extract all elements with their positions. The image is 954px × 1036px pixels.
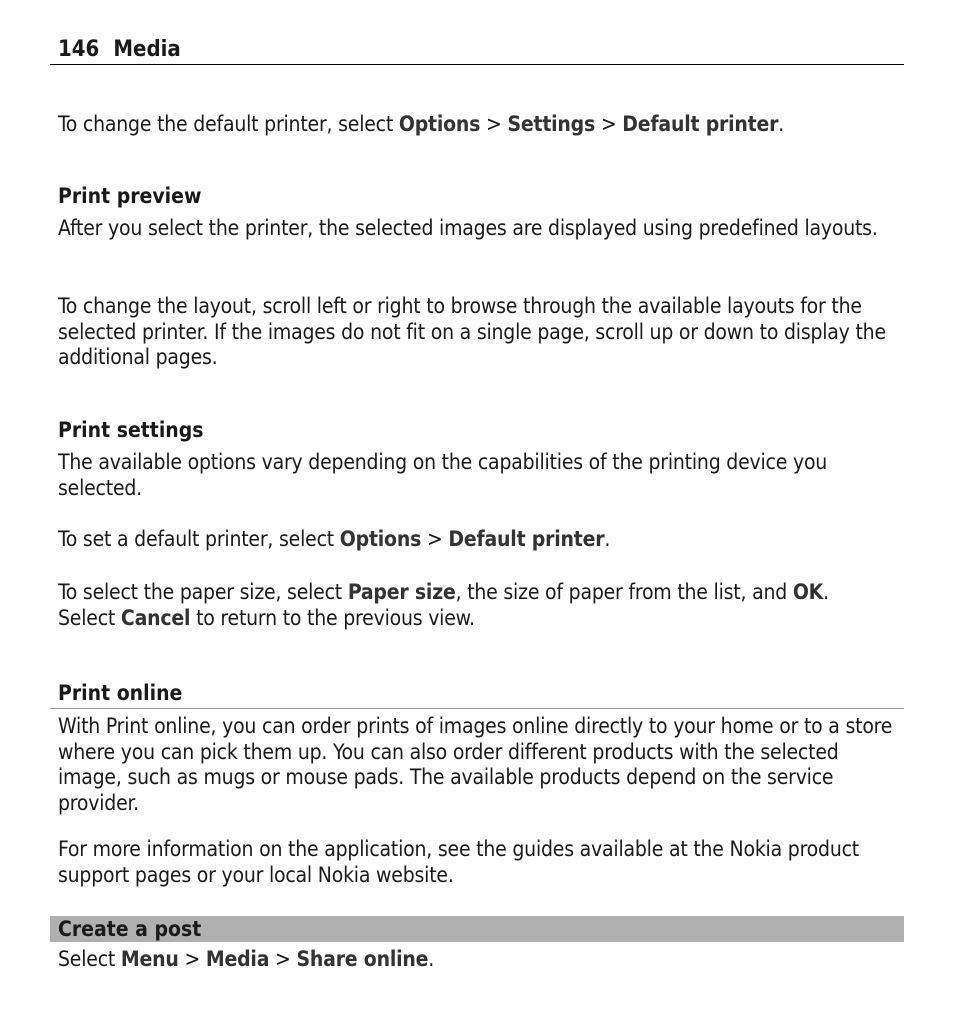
page-header [50, 36, 904, 65]
create-post-end: . [428, 947, 435, 971]
intro-sep1: > [480, 112, 508, 136]
select-word: Select [58, 605, 121, 630]
print-online-heading: Print online [58, 681, 183, 705]
create-post-heading: Create a post [58, 917, 202, 941]
paper-size-paragraph [58, 580, 904, 631]
print-preview-heading: Print preview [58, 184, 202, 208]
paper-mid: , the size of paper from the list, and [455, 580, 793, 604]
create-post-header-bar [50, 916, 904, 942]
create-post-sep2: > [269, 947, 297, 971]
options-menu-ref-2: Options [339, 527, 422, 551]
intro-sep2: > [595, 112, 623, 136]
intro-end: . [778, 112, 785, 136]
cancel-after: to return to the previous view. [190, 605, 475, 630]
print-online-para2: For more information on the application, see the guides available at the Nokia product support pages or your local Nokia website. [58, 837, 860, 887]
print-settings-heading: Print settings [58, 418, 204, 442]
ok-ref: OK [792, 580, 824, 604]
print-online-para1: With Print online, you can order prints of images online directly to your home or to a store where you can pick them up. You can also order different products with the selected image, such as mugs or mouse pads. The available products depend on the service provider. [58, 714, 893, 815]
options-menu-ref: Options [398, 112, 481, 136]
share-online-ref: Share online [296, 947, 429, 971]
settings-menu-ref: Settings [507, 112, 596, 136]
print-preview-para2: To change the layout, scroll left or right to browse through the available layouts for the selected printer. If the images do not fit on a single page, scroll up or down to display the additional pages. [58, 294, 886, 369]
default-text: To set a default printer, select [58, 527, 340, 551]
menu-ref: Menu [120, 947, 179, 971]
section-divider [50, 708, 904, 709]
default-printer-ref-2: Default printer [448, 527, 605, 551]
create-post-sep1: > [178, 947, 206, 971]
page-number: 146 [58, 37, 100, 62]
default-end: . [604, 527, 611, 551]
create-post-paragraph [58, 947, 904, 973]
intro-text: To change the default printer, select [58, 112, 399, 136]
media-ref: Media [205, 947, 270, 971]
create-post-text: Select [58, 947, 121, 971]
paper-size-ref: Paper size [347, 580, 456, 604]
intro-paragraph [58, 112, 904, 138]
print-preview-para1: After you select the printer, the selected images are displayed using predefined layouts. [58, 216, 878, 240]
default-sep: > [421, 527, 449, 551]
paper-end: . [823, 580, 829, 604]
section-title: Media [113, 37, 181, 62]
default-printer-ref: Default printer [622, 112, 779, 136]
default-printer-paragraph [58, 527, 904, 553]
print-settings-para1: The available options vary depending on the capabilities of the printing device you selected. [58, 450, 828, 500]
cancel-ref: Cancel [120, 605, 191, 630]
paper-text: To select the paper size, select [58, 580, 348, 604]
